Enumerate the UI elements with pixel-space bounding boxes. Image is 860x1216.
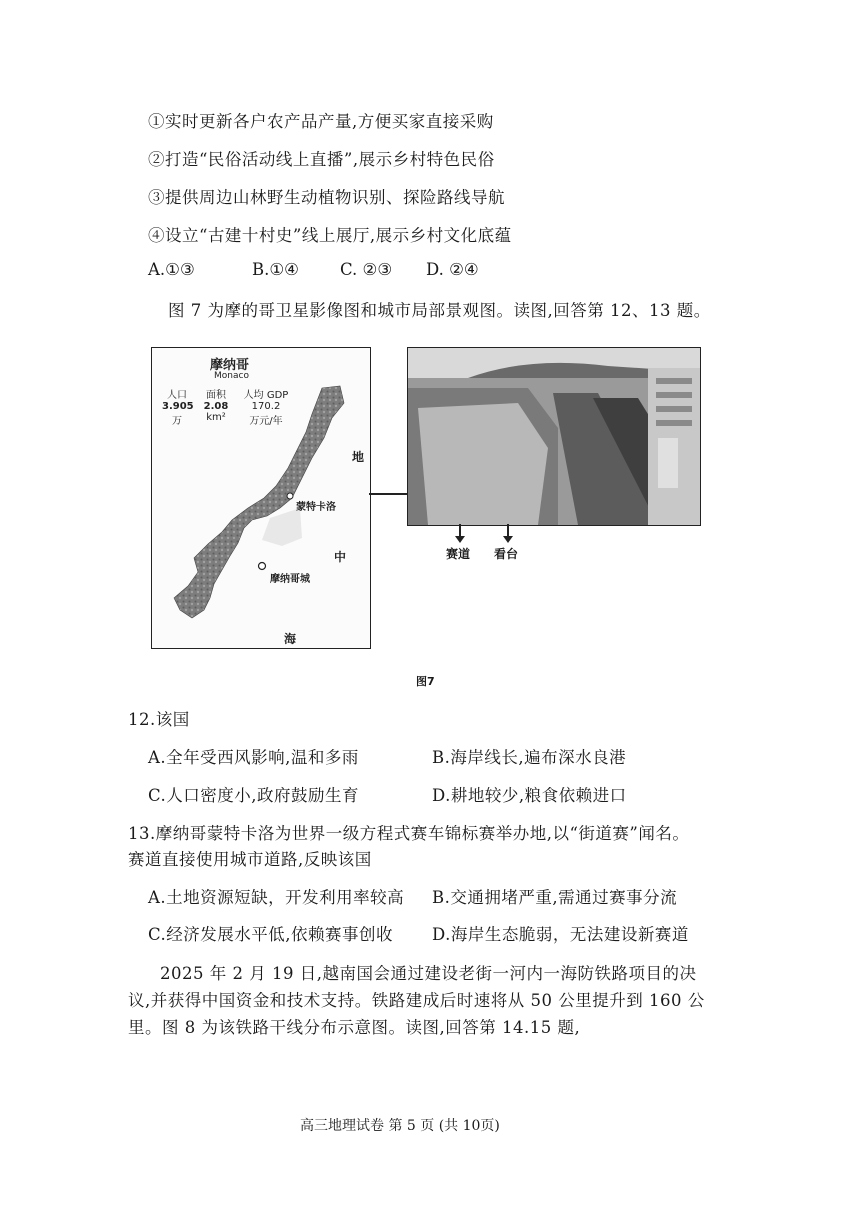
- q12-option-c: C.人口密度小,政府鼓励生育: [148, 786, 360, 805]
- q13-option-b: B.交通拥堵严重,需通过赛事分流: [432, 888, 678, 907]
- track-label: 赛道: [446, 547, 471, 561]
- track-arrow-icon: [455, 536, 465, 543]
- stands-arrow-icon: [503, 536, 513, 543]
- stat-area: [200, 386, 232, 423]
- figure-intro: 图 7 为摩的哥卫星影像图和城市局部景观图。读图,回答第 12、13 题。: [168, 301, 711, 320]
- stat-gdp-unit: 万元/年: [249, 416, 283, 427]
- monaco-satellite-map: [151, 347, 371, 649]
- question-13-stem-line1: 13.摩纳哥蒙特卡洛为世界一级方程式赛车锦标赛举办地,以“街道赛”闻名。: [128, 824, 690, 843]
- q12-option-b: B.海岸线长,遍布深水良港: [432, 748, 627, 767]
- monte-carlo-street-photo: [407, 347, 701, 526]
- monaco-city-label: 摩纳哥城: [270, 574, 310, 585]
- q13-option-a: A.土地资源短缺，开发利用率较高: [148, 888, 405, 907]
- q12-option-d: D.耕地较少,粮食依赖进口: [432, 786, 627, 805]
- q13-option-d: D.海岸生态脆弱，无法建设新赛道: [432, 925, 689, 944]
- stat-gdp-label: 人均 GDP: [243, 390, 289, 401]
- answer-choice-a: A.①③: [148, 260, 195, 279]
- answer-choice-d: D. ②④: [426, 260, 479, 279]
- option-statement-1: ①实时更新各户农产品产量,方便买家直接采购: [148, 112, 494, 131]
- q12-option-a: A.全年受西风影响,温和多雨: [148, 748, 359, 767]
- stands-label: 看台: [494, 547, 519, 561]
- stat-gdp: [238, 386, 294, 427]
- monte-carlo-label: 蒙特卡洛: [296, 502, 336, 513]
- connector-line: [369, 493, 407, 495]
- stat-area-value: 2.08: [203, 401, 229, 412]
- passage-line-3: 里。图 8 为该铁路干线分布示意图。读图,回答第 14.15 题,: [128, 1018, 581, 1037]
- sea-label-zhong: 中: [334, 550, 347, 564]
- stat-population-unit: 万: [172, 416, 182, 427]
- stat-area-unit: km²: [206, 412, 226, 423]
- question-13-stem-line2: 赛道直接使用城市道路,反映该国: [128, 850, 372, 869]
- option-statement-4: ④设立“古建十村史”线上展厅,展示乡村文化底蕴: [148, 226, 512, 245]
- option-statement-3: ③提供周边山林野生动植物识别、探险路线导航: [148, 188, 505, 207]
- answer-choices-row: [148, 260, 548, 284]
- stat-population-value: 3.905: [162, 401, 194, 412]
- q13-option-c: C.经济发展水平低,依赖赛事创收: [148, 925, 394, 944]
- answer-choice-b: B.①④: [252, 260, 299, 279]
- map-title: 摩纳哥: [210, 358, 250, 373]
- stat-area-label: 面积: [206, 390, 226, 401]
- option-statement-2: ②打造“民俗活动线上直播”,展示乡村特色民俗: [148, 150, 495, 169]
- passage-line-2: 议,并获得中国资金和技术支持。铁路建成后时速将从 50 公里提升到 160 公: [128, 991, 705, 1010]
- map-subtitle: Monaco: [214, 371, 249, 381]
- answer-choice-c: C. ②③: [340, 260, 393, 279]
- question-12-stem: 12.该国: [128, 710, 190, 729]
- passage-line-1: 2025 年 2 月 19 日,越南国会通过建设老街一河内一海防铁路项目的决: [160, 964, 697, 983]
- sea-label-hai: 海: [284, 632, 297, 646]
- stat-gdp-value: 170.2: [251, 401, 281, 412]
- stat-population-label: 人口: [167, 390, 187, 401]
- figure-caption: 图7: [416, 675, 435, 688]
- stat-population: [162, 386, 192, 427]
- sea-label-di: 地: [352, 450, 365, 464]
- page-footer: 高三地理试卷 第 5 页 (共 10页): [300, 1118, 500, 1134]
- photo-scene: [408, 348, 700, 525]
